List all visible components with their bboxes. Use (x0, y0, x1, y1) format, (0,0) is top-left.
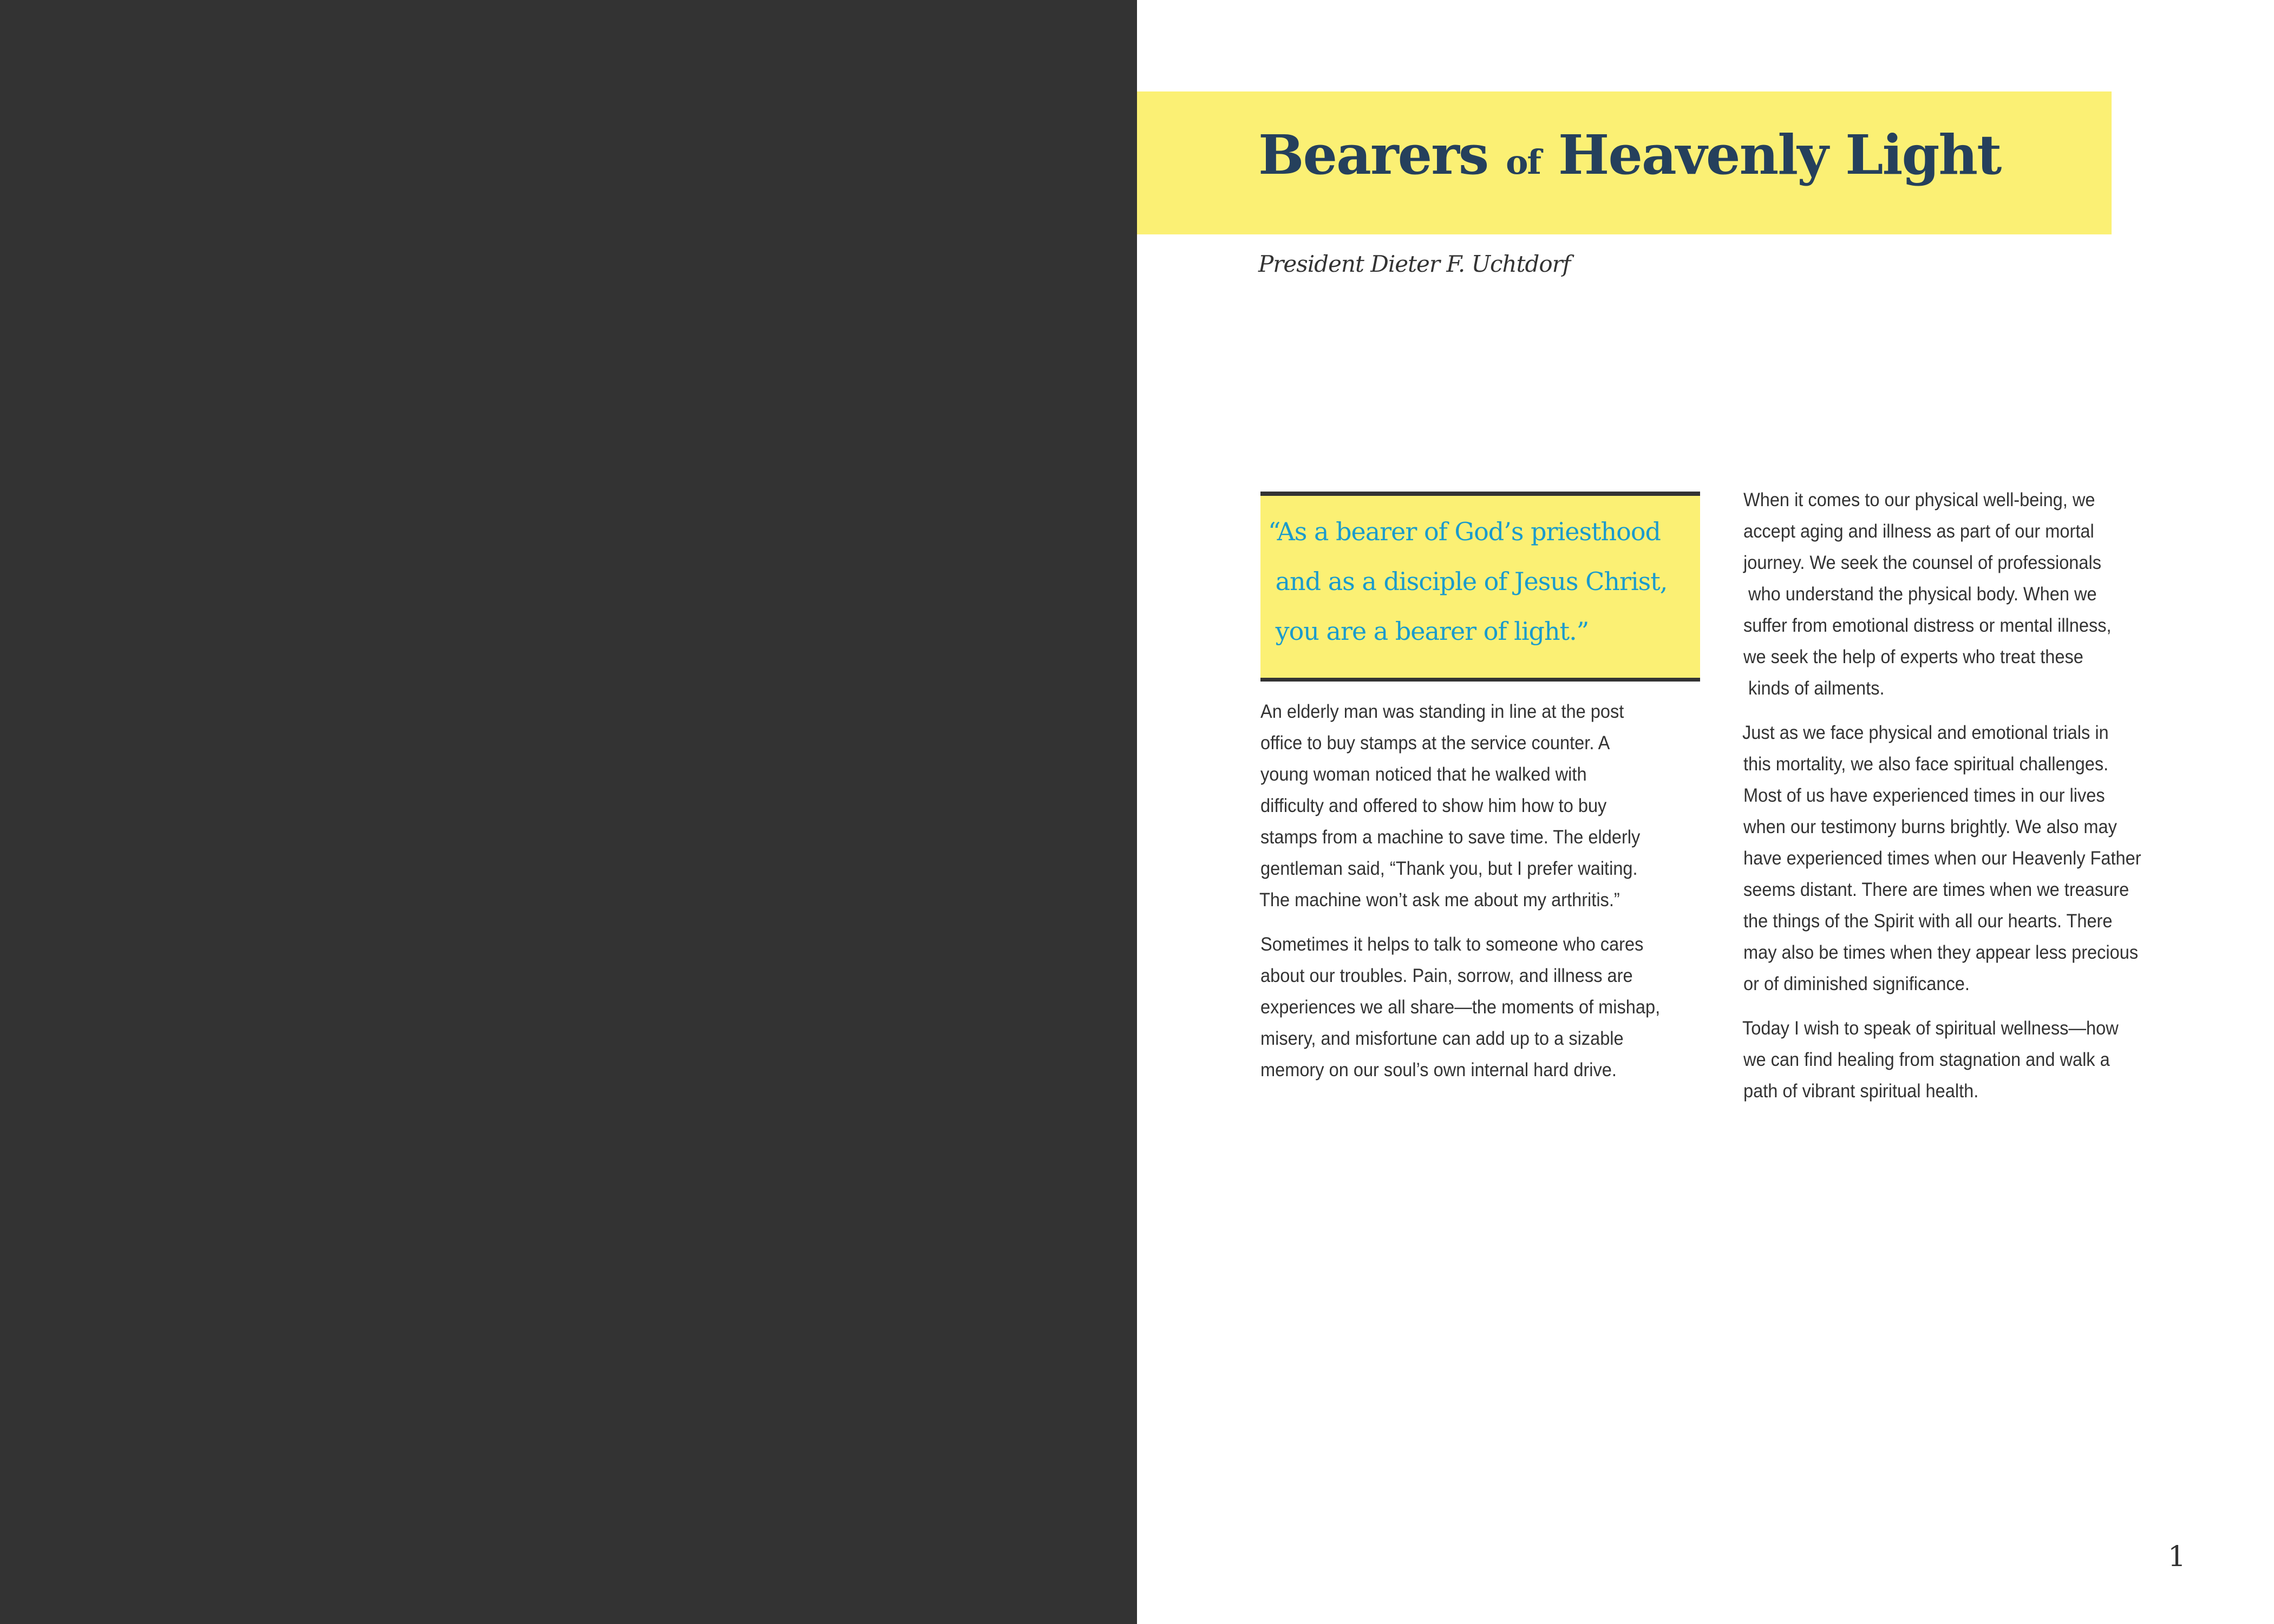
text-line: misery, and misfortune can add up to a sizable (1260, 1028, 1624, 1049)
pull-quote-box (1260, 492, 1700, 682)
pull-quote-line: you are a bearer of light.” (1268, 617, 1589, 646)
text-line: difficulty and offered to show him how to buy (1260, 795, 1607, 816)
text-line: An elderly man was standing in line at the post (1260, 701, 1624, 722)
text-line: path of vibrant spiritual health. (1743, 1081, 1979, 1102)
text-line: When it comes to our physical well-being, we (1743, 489, 2095, 510)
title-of: of (1506, 142, 1541, 182)
text-line: Just as we face physical and emotional trials in (1742, 722, 2109, 743)
pull-quote-line: “As a bearer of God’s priesthood (1268, 517, 1661, 546)
article-title (1258, 122, 2001, 195)
text-line: young woman noticed that he walked with (1260, 764, 1587, 785)
page-number: 1 (2168, 1541, 2186, 1573)
text-line: we seek the help of experts who treat these (1743, 646, 2083, 667)
text-line: journey. We seek the counsel of professionals (1743, 552, 2102, 573)
text-line: stamps from a machine to save time. The elderly (1260, 827, 1641, 848)
text-line: have experienced times when our Heavenly Father (1743, 848, 2141, 869)
text-line: may also be times when they appear less precious (1743, 942, 2139, 963)
text-line: experiences we all share—the moments of mishap, (1260, 997, 1661, 1018)
author-byline: President Dieter F. Uchtdorf (1258, 251, 1571, 277)
pull-quote-line: and as a disciple of Jesus Christ, (1268, 567, 1668, 596)
text-line: suffer from emotional distress or mental illness, (1743, 615, 2112, 636)
text-line: or of diminished significance. (1743, 973, 1970, 994)
text-line: we can find healing from stagnation and walk a (1743, 1049, 2110, 1070)
title-part-2: Heavenly Light (1558, 123, 2001, 187)
text-line: kinds of ailments. (1743, 678, 1885, 699)
text-line: about our troubles. Pain, sorrow, and illness are (1260, 965, 1633, 986)
text-line: The machine won’t ask me about my arthritis.” (1259, 889, 1620, 911)
text-line: Today I wish to speak of spiritual wellness—how (1742, 1018, 2119, 1039)
text-line: memory on our soul’s own internal hard drive. (1260, 1059, 1617, 1081)
text-line: Sometimes it helps to talk to someone who cares (1260, 934, 1644, 955)
article-page (1137, 0, 2274, 1624)
text-line: this mortality, we also face spiritual challenges. (1743, 754, 2109, 775)
text-line: who understand the physical body. When we (1743, 584, 2097, 605)
title-part-1: Bearers (1258, 123, 1488, 187)
text-line: when our testimony burns brightly. We also may (1743, 816, 2117, 837)
text-line: office to buy stamps at the service counter. A (1260, 732, 1610, 754)
text-line: accept aging and illness as part of our mortal (1743, 521, 2094, 542)
text-line: Most of us have experienced times in our lives (1743, 785, 2105, 806)
text-line: the things of the Spirit with all our hearts. There (1743, 911, 2113, 932)
text-line: seems distant. There are times when we treasure (1743, 879, 2129, 900)
text-line: gentleman said, “Thank you, but I prefer waiting. (1260, 858, 1638, 879)
